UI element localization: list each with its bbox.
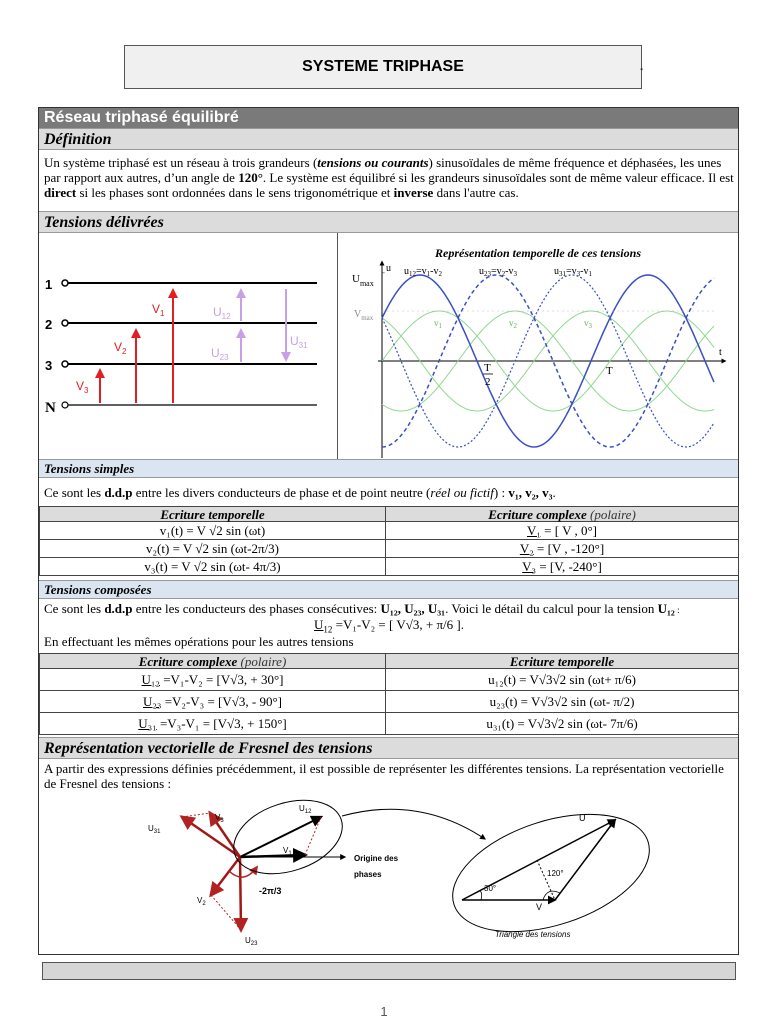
header-ecriture-complexe: Ecriture complexe (polaire) [386, 507, 739, 522]
triangle-caption: Triangle des tensions [495, 930, 571, 939]
svg-text:U31: $U_{31}$ [148, 824, 161, 835]
svg-text:U23: $U_{23}$ [211, 346, 229, 362]
empty-footer-bar [42, 962, 736, 980]
axis-t-label: t [719, 347, 722, 358]
u12-label: U [213, 305, 222, 319]
node-n-label: N [45, 400, 56, 416]
svg-text:U23: $U_{23}$ [245, 936, 258, 947]
waveform-diagram [338, 233, 738, 459]
svg-text:U: U [579, 813, 586, 823]
node-2-label: 2 [45, 317, 53, 332]
table-row: v₁(t) = V √2 sin (ωt) V₁ = [ V , 0°] [40, 522, 739, 540]
svg-text:v1: $v_1$ [434, 318, 442, 330]
tensions-composees-after: En effectuant les mêmes opérations pour les autres tensions [44, 634, 354, 649]
t-half-den: 2 [485, 376, 491, 388]
subsection-heading-definition: Définition [39, 128, 738, 150]
svg-text:V1: $V_1$ [152, 302, 165, 318]
svg-text:120°: 120° [547, 869, 564, 878]
svg-text:U31: $U_{31}$ [290, 334, 308, 350]
table-row: U₁₂ =V₁-V₂ = [V√3, + 30°] u₁₂(t) = V√3√2 sin (ωt+ π/6) [40, 669, 739, 691]
svg-text:u12=v1-v2: $u_{12}=v_1-v_2$ [404, 266, 442, 278]
node-3-label: 3 [45, 358, 53, 373]
v1-label: V [152, 302, 161, 316]
page-number: 1 [380, 1004, 388, 1019]
svg-text:U12: $U_{12}$ [299, 804, 312, 815]
fresnel-paragraph: A partir des expressions définies précédemment, il est possible de représenter les différentes tensions. La représentation vectorielle de Fresnel des tensions : [44, 761, 724, 791]
axis-u-label: u [386, 263, 391, 274]
subsection-heading-tensions-delivrees: Tensions délivrées [39, 211, 738, 233]
waveform-title: Représentation temporelle de ces tensions [435, 246, 641, 260]
svg-text:u23=v2-v3: $u_{23}=v_2-v_3$ [479, 266, 517, 278]
svg-text:V: V [536, 902, 543, 912]
svg-text:v2: $v_2$ [509, 318, 517, 330]
t-half-num: T [484, 362, 491, 374]
u12-equation: $U_{12} =V_1-V_2$ = [ V√3, + π/6 ]. [314, 617, 464, 635]
table-row: U₂₃ =V₂-V₃ = [V√3, - 90°] u₂₃(t) = V√3√2 sin (ωt- π/2) [40, 691, 739, 713]
u31-label: U [290, 334, 299, 348]
subsection-heading-tensions-simples: Tensions simples [39, 459, 738, 478]
definition-paragraph: Un système triphasé est un réseau à trois grandeurs (tensions ou courants) sinusoïdales de même fréquence et déphasées, les unes par rapport aux autres, d’un angle de 120°. Le système est équilibré si les grandeurs sinusoïdales sont de même valeur efficace. Il est direct si les phases sont ordonnées dans le sens trigonométrique et inverse dans l'autre cas. [44, 155, 734, 200]
svg-text:V2: $V_2$ [197, 896, 206, 907]
t-period-label: T [606, 365, 613, 377]
node-1-label: 1 [45, 277, 53, 292]
svg-text:V3: $V_3$ [215, 813, 224, 824]
v3-label: V [76, 379, 85, 393]
svg-text:v3: $v_3$ [584, 318, 592, 330]
svg-text:V1: $V_1$ [283, 846, 292, 857]
svg-text:u31=v3-v1: $u_{31}=v_3-v_1$ [554, 266, 592, 278]
header-ecriture-temporelle-2: Ecriture temporelle [386, 654, 739, 669]
table-tensions-simples [39, 506, 739, 576]
table-row: v₂(t) = V √2 sin (ωt-2π/3) V₂ = [V , -120°] [40, 540, 739, 558]
section-heading-reseau: Réseau triphasé équilibré [39, 108, 738, 128]
table-row: v₃(t) = V √2 sin (ωt- 4π/3) V₃ = [V, -240°] [40, 558, 739, 576]
vmax-label: V [354, 309, 362, 320]
svg-text:-: - [382, 267, 385, 277]
fresnel-diagram [39, 795, 738, 953]
title-dash: - [640, 64, 644, 75]
svg-text:Vmax: $V_{max}$ [354, 309, 374, 322]
angle-label: -2π/3 [259, 886, 282, 896]
svg-text:U12: $U_{12}$ [213, 305, 231, 321]
table-tensions-composees [39, 653, 739, 735]
umax-label: U [352, 273, 360, 285]
header-ecriture-temporelle: Ecriture temporelle [40, 507, 386, 522]
svg-text:V3: $V_3$ [76, 379, 89, 395]
v2-label: V [114, 340, 123, 354]
tensions-simples-intro: Ce sont les d.d.p entre les divers conducteurs de phase et de point neutre (réel ou fictif) : v₁, v₂, v₃. [44, 485, 556, 500]
conductors-diagram [39, 233, 337, 459]
table-row: U₃₁ =V₃-V₁ = [V√3, + 150°] u₃₁(t) = V√3√2 sin (ωt- 7π/6) [40, 713, 739, 735]
svg-text:V2: $V_2$ [114, 340, 127, 356]
origin-label-2: phases [354, 870, 382, 879]
u23-label: U [211, 346, 220, 360]
origin-label-1: Origine des [354, 854, 399, 863]
svg-text:Umax: $U_{max}$ [352, 273, 374, 288]
subsection-heading-fresnel: Représentation vectorielle de Fresnel des tensions [39, 737, 738, 759]
header-ecriture-complexe-2: Ecriture complexe (polaire) [40, 654, 386, 669]
page-title: SYSTEME TRIPHASE [124, 45, 642, 89]
subsection-heading-tensions-composees: Tensions composées [39, 580, 738, 599]
svg-text:30°: 30° [484, 884, 497, 893]
tensions-composees-intro: Ce sont les d.d.p entre les conducteurs des phases consécutives: U₁₂, U₂₃, U₃₁. Voici le détail du calcul pour la tension U₁₂ : [44, 601, 680, 616]
